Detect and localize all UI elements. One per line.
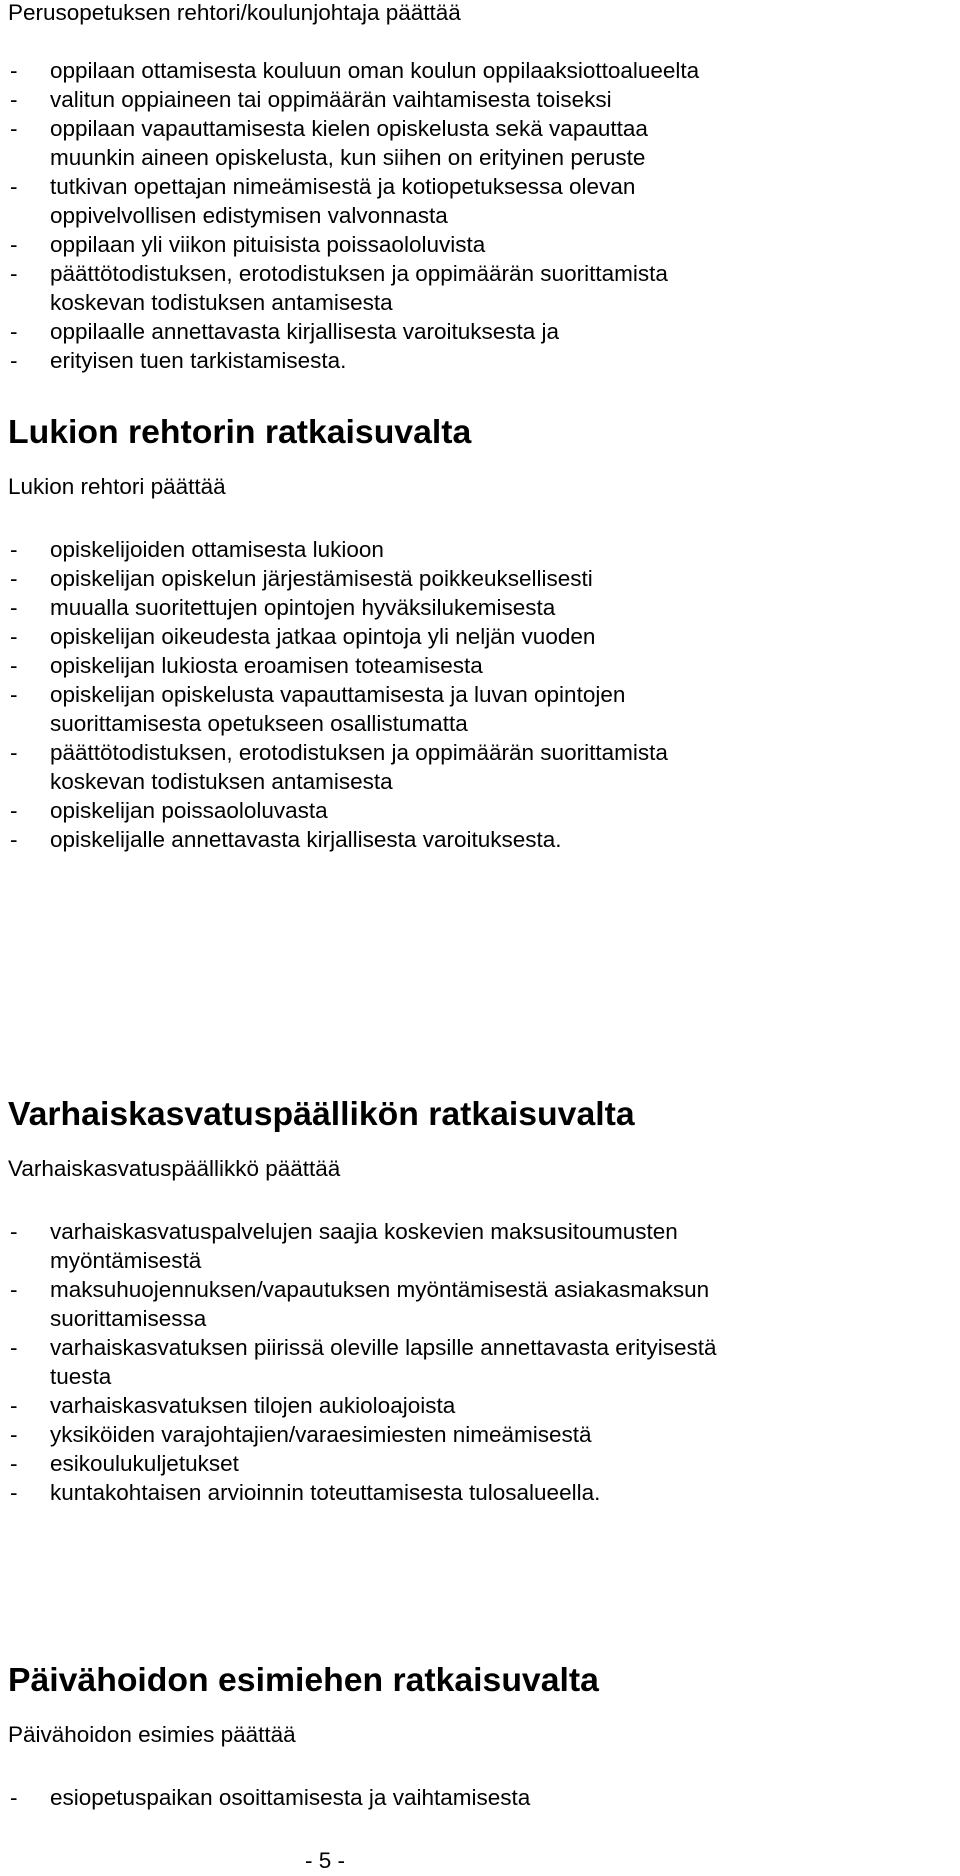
list-item-text: päättötodistuksen, erotodistuksen ja oppimäärän suorittamista: [50, 261, 668, 286]
decision-list: [8, 56, 952, 375]
section-daycare-supervisor: [8, 1661, 952, 1812]
bullet-dash: -: [10, 1335, 18, 1360]
list-item-text: valitun oppiaineen tai oppimäärän vaihtamisesta toiseksi: [50, 87, 612, 112]
bullet-dash: -: [10, 348, 18, 373]
list-item: [8, 1478, 952, 1507]
list-item: [8, 1449, 952, 1478]
list-item-text-continued: tuesta: [50, 1364, 112, 1389]
list-item: [8, 259, 952, 317]
section-intro: Varhaiskasvatuspäällikkö päättää: [8, 1156, 341, 1181]
list-item: [8, 1783, 952, 1812]
bullet-dash: -: [10, 653, 18, 678]
section-upper-secondary-principal: [8, 413, 952, 854]
section-basic-education-principal: [8, 0, 952, 375]
list-item: [8, 651, 952, 680]
bullet-dash: -: [10, 1219, 18, 1244]
list-item: [8, 230, 952, 259]
list-item-text: opiskelijan opiskelun järjestämisestä poikkeuksellisesti: [50, 566, 593, 591]
page-number: - 5 -: [304, 1848, 345, 1873]
list-item-text: tutkivan opettajan nimeämisestä ja kotiopetuksessa olevan: [50, 174, 636, 199]
list-item: [8, 535, 952, 564]
bullet-dash: -: [10, 740, 18, 765]
list-item: [8, 622, 952, 651]
list-item: [8, 56, 952, 85]
list-item-text: oppilaalle annettavasta kirjallisesta varoituksesta ja: [50, 319, 560, 344]
list-item: [8, 346, 952, 375]
list-item: [8, 593, 952, 622]
decision-list: [8, 535, 952, 854]
bullet-dash: -: [10, 116, 18, 141]
bullet-dash: -: [10, 261, 18, 286]
list-item-text: oppilaan vapauttamisesta kielen opiskelusta sekä vapauttaa: [50, 116, 648, 141]
list-item-text: esiopetuspaikan osoittamisesta ja vaihtamisesta: [50, 1785, 531, 1810]
bullet-dash: -: [10, 1480, 18, 1505]
list-item: [8, 114, 952, 172]
bullet-dash: -: [10, 1422, 18, 1447]
list-item-text: opiskelijan opiskelusta vapauttamisesta ja luvan opintojen: [50, 682, 626, 707]
bullet-dash: -: [10, 232, 18, 257]
bullet-dash: -: [10, 682, 18, 707]
list-item: [8, 317, 952, 346]
list-item-text-continued: oppivelvollisen edistymisen valvonnasta: [50, 203, 448, 228]
list-item-text-continued: suorittamisessa: [50, 1306, 207, 1331]
bullet-dash: -: [10, 827, 18, 852]
list-item-text: maksuhuojennuksen/vapautuksen myöntämisestä asiakasmaksun: [50, 1277, 710, 1302]
bullet-dash: -: [10, 595, 18, 620]
list-item-text: kuntakohtaisen arvioinnin toteuttamisesta tulosalueella.: [50, 1480, 601, 1505]
list-item-text: muualla suoritettujen opintojen hyväksilukemisesta: [50, 595, 556, 620]
list-item-text: opiskelijoiden ottamisesta lukioon: [50, 537, 384, 562]
bullet-dash: -: [10, 58, 18, 83]
bullet-dash: -: [10, 1451, 18, 1476]
section-heading: Lukion rehtorin ratkaisuvalta: [8, 413, 472, 451]
bullet-dash: -: [10, 1393, 18, 1418]
bullet-dash: -: [10, 798, 18, 823]
list-item-text: oppilaan ottamisesta kouluun oman koulun oppilaaksiottoalueelta: [50, 58, 700, 83]
decision-list: [8, 1783, 952, 1812]
list-item: [8, 1275, 952, 1333]
section-heading: Varhaiskasvatuspäällikön ratkaisuvalta: [8, 1095, 635, 1133]
list-item: [8, 172, 952, 230]
list-item-text: opiskelijalle annettavasta kirjallisesta varoituksesta.: [50, 827, 562, 852]
list-item-text: opiskelijan poissaololuvasta: [50, 798, 328, 823]
list-item-text: varhaiskasvatuksen tilojen aukioloajoista: [50, 1393, 456, 1418]
bullet-dash: -: [10, 537, 18, 562]
list-item-text-continued: koskevan todistuksen antamisesta: [50, 290, 393, 315]
bullet-dash: -: [10, 174, 18, 199]
section-intro: Lukion rehtori päättää: [8, 474, 226, 499]
list-item: [8, 85, 952, 114]
list-item: [8, 796, 952, 825]
list-item: [8, 564, 952, 593]
section-early-education-manager: [8, 1095, 952, 1507]
list-item: [8, 738, 952, 796]
list-item: [8, 1333, 952, 1391]
list-item: [8, 1391, 952, 1420]
bullet-dash: -: [10, 1785, 18, 1810]
bullet-dash: -: [10, 319, 18, 344]
list-item: [8, 825, 952, 854]
list-item-text: päättötodistuksen, erotodistuksen ja oppimäärän suorittamista: [50, 740, 668, 765]
list-item-text-continued: myöntämisestä: [50, 1248, 202, 1273]
decision-list: [8, 1217, 952, 1507]
list-item: [8, 680, 952, 738]
list-item-text: yksiköiden varajohtajien/varaesimiesten nimeämisestä: [50, 1422, 592, 1447]
list-item-text-continued: suorittamisesta opetukseen osallistumatta: [50, 711, 468, 736]
list-item: [8, 1420, 952, 1449]
bullet-dash: -: [10, 87, 18, 112]
bullet-dash: -: [10, 624, 18, 649]
list-item-text: opiskelijan oikeudesta jatkaa opintoja yli neljän vuoden: [50, 624, 596, 649]
list-item-text: oppilaan yli viikon pituisista poissaololuvista: [50, 232, 486, 257]
section-intro: Perusopetuksen rehtori/koulunjohtaja päättää: [8, 0, 461, 25]
bullet-dash: -: [10, 566, 18, 591]
bullet-dash: -: [10, 1277, 18, 1302]
list-item: [8, 1217, 952, 1275]
section-heading: Päivähoidon esimiehen ratkaisuvalta: [8, 1661, 599, 1699]
list-item-text-continued: muunkin aineen opiskelusta, kun siihen on erityinen peruste: [50, 145, 646, 170]
list-item-text: esikoulukuljetukset: [50, 1451, 239, 1476]
list-item-text: erityisen tuen tarkistamisesta.: [50, 348, 347, 373]
list-item-text: varhaiskasvatuspalvelujen saajia koskevien maksusitoumusten: [50, 1219, 678, 1244]
list-item-text: opiskelijan lukiosta eroamisen toteamisesta: [50, 653, 483, 678]
list-item-text: varhaiskasvatuksen piirissä oleville lapsille annettavasta erityisestä: [50, 1335, 717, 1360]
list-item-text-continued: koskevan todistuksen antamisesta: [50, 769, 393, 794]
section-intro: Päivähoidon esimies päättää: [8, 1722, 296, 1747]
